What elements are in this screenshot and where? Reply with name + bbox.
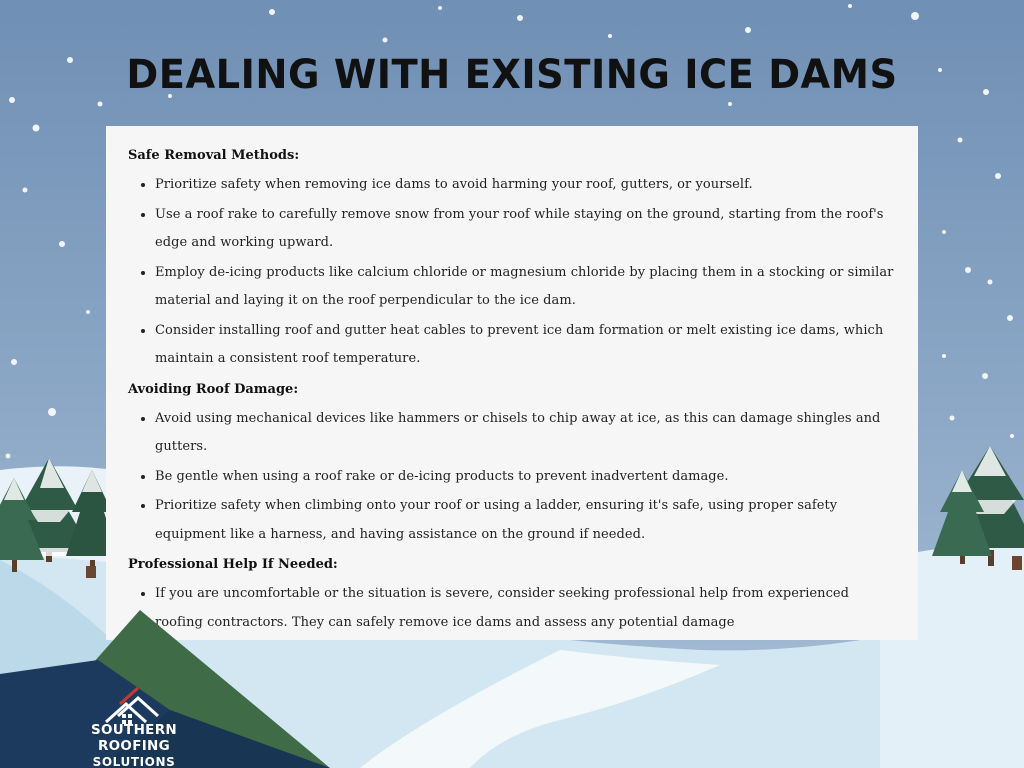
- content-card: [106, 126, 918, 640]
- list-item: • If you are uncomfortable or the situation is severe, consider seeking professional help from experienced roofing contractors. They can safely remove ice dams and assess any potential damage: [155, 579, 894, 637]
- list-item: • Use a roof rake to carefully remove snow from your roof while staying on the ground, starting from the roof's edge and working upward.: [155, 200, 894, 258]
- page-title: DEALING WITH EXISTING ICE DAMS: [126, 52, 898, 98]
- logo-line-2: SOLUTIONS: [92, 755, 176, 768]
- avoiding-damage-list: [128, 404, 894, 550]
- logo-text: [60, 722, 208, 768]
- section-heading-safe-removal: Safe Removal Methods:: [128, 148, 300, 163]
- list-item: • Be gentle when using a roof rake or de-icing products to prevent inadvertent damage.: [155, 462, 894, 492]
- list-item: • Employ de-icing products like calcium chloride or magnesium chloride by placing them in a stocking or similar material and laying it on the roof perpendicular to the ice dam.: [155, 258, 894, 316]
- logo-line-1: SOUTHERN ROOFING: [91, 722, 177, 754]
- section-heading-professional-help: Professional Help If Needed:: [128, 557, 338, 572]
- list-item: • Consider installing roof and gutter heat cables to prevent ice dam formation or melt existing ice dams, which maintain a consistent roof temperature.: [155, 316, 894, 374]
- list-item: • Prioritize safety when removing ice dams to avoid harming your roof, gutters, or yourself.: [155, 170, 894, 200]
- safe-removal-list: [128, 170, 894, 374]
- list-item: • Avoid using mechanical devices like hammers or chisels to chip away at ice, as this can damage shingles and gutters.: [155, 404, 894, 462]
- list-item: • Prioritize safety when climbing onto your roof or using a ladder, ensuring it's safe, using proper safety equipment like a harness, and having assistance on the ground if needed.: [155, 491, 894, 549]
- section-heading-avoiding-damage: Avoiding Roof Damage:: [128, 381, 299, 397]
